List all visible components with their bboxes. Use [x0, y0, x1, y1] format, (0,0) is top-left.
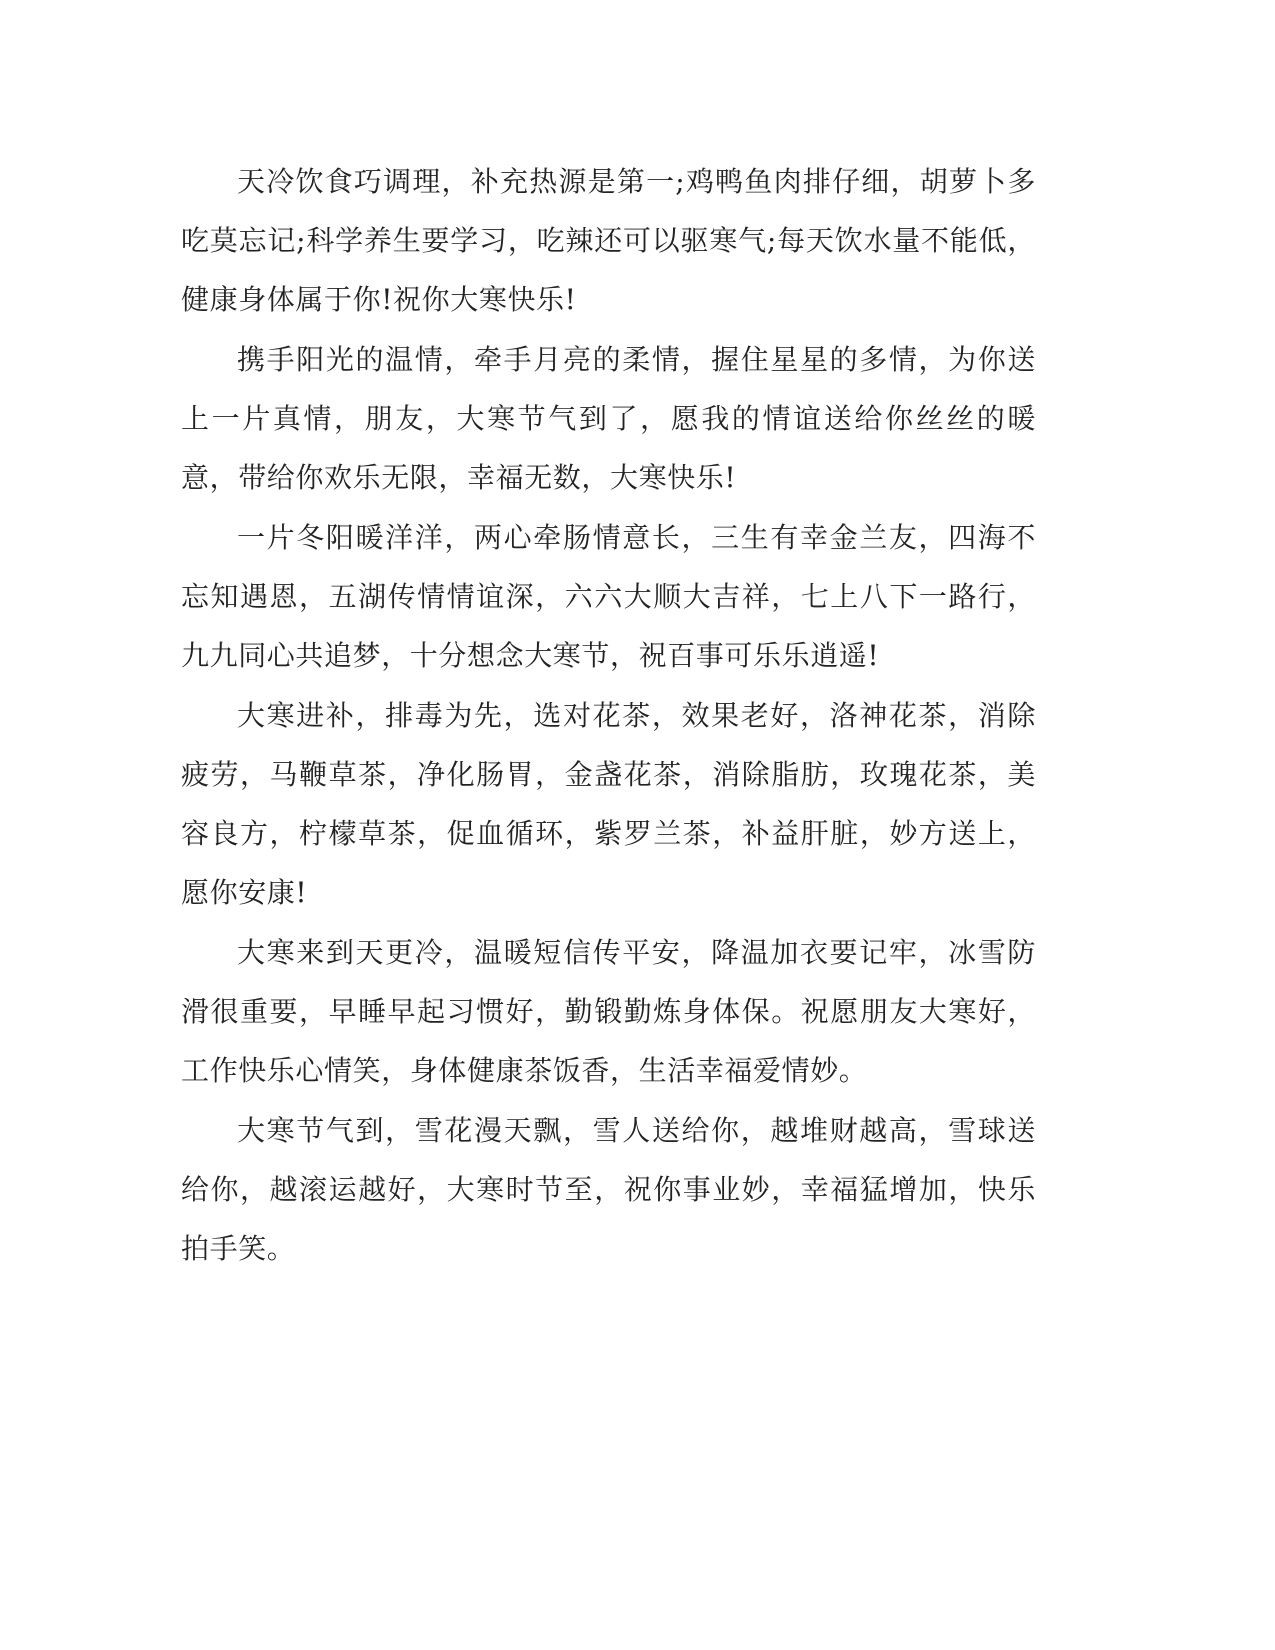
paragraph: 大寒节气到，雪花漫天飘，雪人送给你，越堆财越高，雪球送给你，越滚运越好，大寒时节至，祝你事业妙，幸福猛增加，快乐拍手笑。: [181, 1114, 1036, 1265]
paragraph: 一片冬阳暖洋洋，两心牵肠情意长，三生有幸金兰友，四海不忘知遇恩，五湖传情情谊深，六六大顺大吉祥，七上八下一路行，九九同心共追梦，十分想念大寒节，祝百事可乐乐逍遥!: [181, 521, 1036, 672]
document-body: [181, 152, 1036, 1279]
paragraph: 携手阳光的温情，牵手月亮的柔情，握住星星的多情，为你送上一片真情，朋友，大寒节气到了，愿我的情谊送给你丝丝的暖意，带给你欢乐无限，幸福无数，大寒快乐!: [181, 343, 1036, 494]
paragraph: 大寒来到天更冷，温暖短信传平安，降温加衣要记牢，冰雪防滑很重要，早睡早起习惯好，勤锻勤炼身体保。祝愿朋友大寒好，工作快乐心情笑，身体健康茶饭香，生活幸福爱情妙。: [181, 936, 1036, 1087]
paragraph: 大寒进补，排毒为先，选对花茶，效果老好，洛神花茶，消除疲劳，马鞭草茶，净化肠胃，金盏花茶，消除脂肪，玫瑰花茶，美容良方，柠檬草茶，促血循环，紫罗兰茶，补益肝脏，妙方送上，愿你安康!: [181, 699, 1036, 909]
paragraph: 天冷饮食巧调理，补充热源是第一;鸡鸭鱼肉排仔细，胡萝卜多吃莫忘记;科学养生要学习，吃辣还可以驱寒气;每天饮水量不能低，健康身体属于你!祝你大寒快乐!: [181, 165, 1036, 316]
